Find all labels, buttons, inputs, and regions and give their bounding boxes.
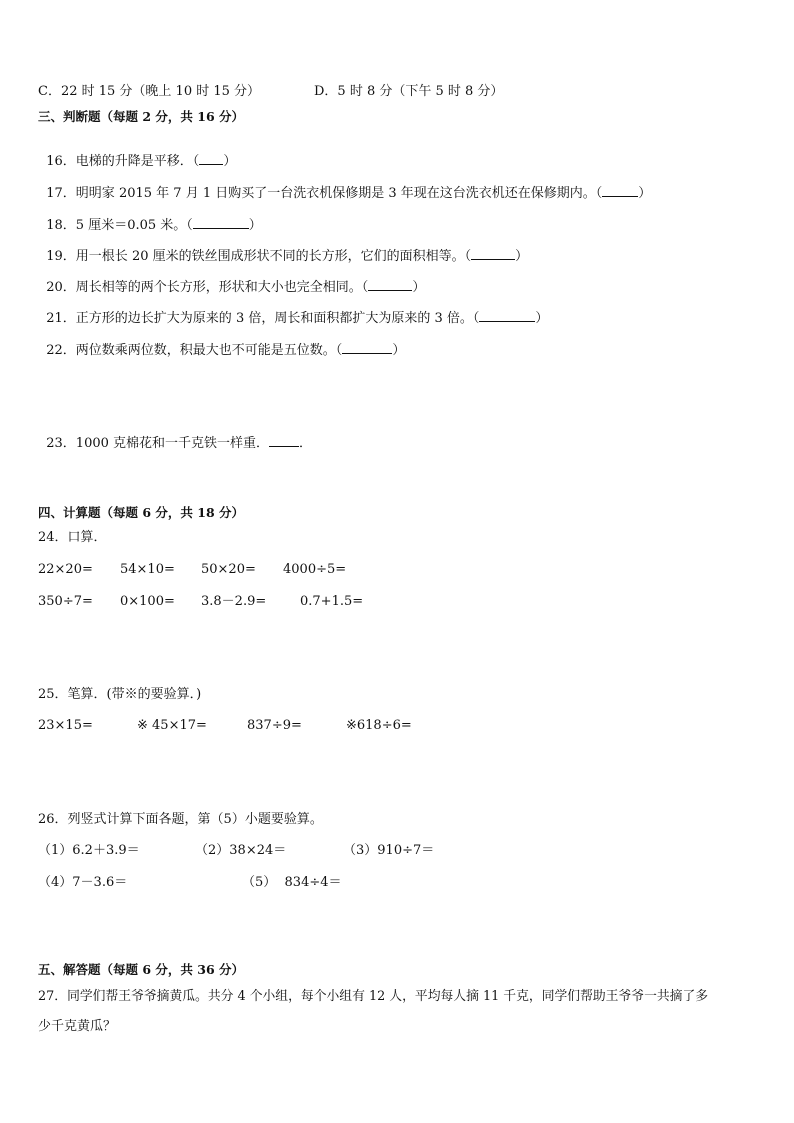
judge-end: ） xyxy=(248,218,262,233)
oral-calc: 3.8－2.9= xyxy=(201,594,267,609)
option-d: D．5 时 8 分（下午 5 时 8 分） xyxy=(314,84,504,99)
judge-item-22 xyxy=(38,323,405,360)
judge-text: 21．正方形的边长扩大为原来的 3 倍，周长和面积都扩大为原来的 3 倍。（ xyxy=(46,311,480,326)
oral-calc: 0.7+1.5= xyxy=(300,594,364,609)
oral-calc: 50×20= xyxy=(201,562,256,577)
oral-calc: 350÷7= xyxy=(38,594,93,609)
question-27-line-1: 27．同学们帮王爷爷摘黄瓜。共分 4 个小组，每个小组有 12 人，平均每人摘 11 千克，同学们帮助王爷爷一共摘了多 xyxy=(38,989,709,1004)
section-3-title: 三、判断题（每题 2 分，共 16 分） xyxy=(38,109,245,124)
answer-blank[interactable] xyxy=(193,216,249,229)
question-end: ． xyxy=(299,436,313,451)
vertical-calc: （5） 834÷4＝ xyxy=(242,875,342,890)
judge-text: 16．电梯的升降是平移．（ xyxy=(46,154,200,169)
section-4-title: 四、计算题（每题 6 分，共 18 分） xyxy=(38,505,245,520)
oral-calc: 0×100= xyxy=(120,594,175,609)
answer-blank[interactable] xyxy=(471,247,515,260)
option-c: C．22 时 15 分（晚上 10 时 15 分） xyxy=(38,84,261,99)
judge-end: ） xyxy=(515,249,529,264)
answer-blank[interactable] xyxy=(342,341,392,354)
question-23 xyxy=(38,416,312,453)
vertical-calc: （4）7－3.6＝ xyxy=(38,875,128,890)
answer-blank[interactable] xyxy=(479,309,535,322)
written-calc: 23×15= xyxy=(38,718,93,733)
judge-end: ） xyxy=(223,154,237,169)
judge-text: 17．明明家 2015 年 7 月 1 日购买了一台洗衣机保修期是 3 年现在这台洗衣机还在保修期内。（ xyxy=(46,186,603,201)
question-27-line-2: 少千克黄瓜？ xyxy=(38,1019,117,1034)
vertical-calc: （3）910÷7＝ xyxy=(343,843,435,858)
written-calc: ※618÷6= xyxy=(346,718,412,733)
answer-blank[interactable] xyxy=(602,184,638,197)
oral-calc: 22×20= xyxy=(38,562,93,577)
judge-end: ） xyxy=(535,311,549,326)
judge-end: ） xyxy=(412,280,426,295)
written-calc: ※ 45×17= xyxy=(137,718,207,733)
answer-blank[interactable] xyxy=(199,152,223,165)
question-26-title: 26．列竖式计算下面各题，第（5）小题要验算。 xyxy=(38,812,323,827)
judge-end: ） xyxy=(638,186,652,201)
answer-blank[interactable] xyxy=(368,278,412,291)
question-24-title: 24．口算． xyxy=(38,530,107,545)
question-25-title: 25．笔算．(带※的要验算．) xyxy=(38,687,202,702)
judge-end: ） xyxy=(392,343,406,358)
answer-blank[interactable] xyxy=(269,434,299,447)
section-5-title: 五、解答题（每题 6 分，共 36 分） xyxy=(38,962,245,977)
judge-text: 19．用一根长 20 厘米的铁丝围成形状不同的长方形，它们的面积相等。（ xyxy=(46,249,472,264)
judge-text: 20．周长相等的两个长方形，形状和大小也完全相同。（ xyxy=(46,280,369,295)
oral-calc: 4000÷5= xyxy=(283,562,347,577)
judge-text: 22．两位数乘两位数，积最大也不可能是五位数。（ xyxy=(46,343,343,358)
judge-text: 18．5 厘米＝0.05 米。（ xyxy=(46,218,193,233)
vertical-calc: （1）6.2＋3.9＝ xyxy=(38,843,140,858)
oral-calc: 54×10= xyxy=(120,562,175,577)
vertical-calc: （2）38×24＝ xyxy=(195,843,287,858)
question-text: 23．1000 克棉花和一千克铁一样重． xyxy=(46,436,270,451)
written-calc: 837÷9= xyxy=(247,718,302,733)
